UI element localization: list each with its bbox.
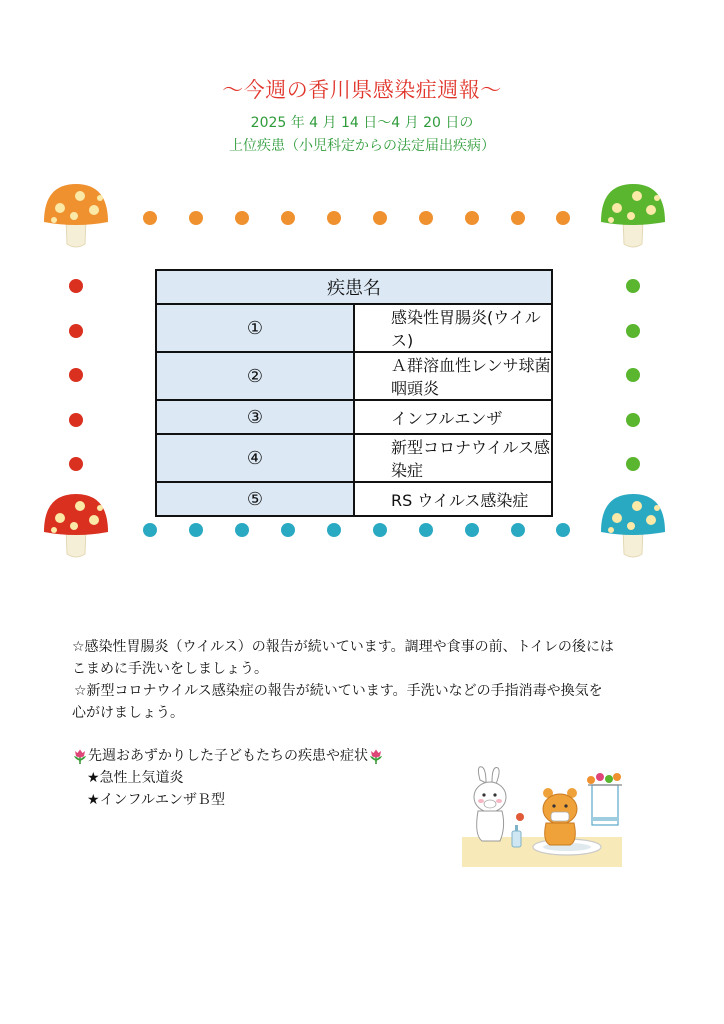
table-row [156,352,552,400]
note-line: ☆新型コロナウイルス感染症の報告が続いています。手洗いなどの手指消毒や換気を [74,683,603,699]
top-dot-row [143,211,570,225]
disease-ranking-table [155,269,553,517]
rank-cell: ③ [156,400,354,434]
orange-mushroom-icon [44,184,108,247]
table-header-row [156,270,552,304]
notes-section [72,636,672,724]
note-line: こまめに手洗いをしましょう。 [72,661,268,677]
green-mushroom-icon [601,184,665,247]
symptom-label: 急性上気道炎 [99,770,184,786]
rank-cell: ⑤ [156,482,354,516]
left-dot-column [69,279,83,471]
symptoms-heading [72,745,492,767]
table-row [156,434,552,482]
column-header-disease-name: 疾患名 [156,270,552,304]
tulip-icon [72,748,88,764]
star-bullet: ★ [87,792,100,808]
disease-name-cell: Ａ群溶血性レンサ球菌咽頭炎 [354,352,552,400]
symptom-label: インフルエンザＢ型 [99,792,226,808]
disease-name-cell: 新型コロナウイルス感染症 [354,434,552,482]
right-dot-column [626,279,640,471]
table-row [156,304,552,352]
symptoms-section [72,745,492,811]
red-mushroom-icon [44,494,108,557]
rank-cell: ④ [156,434,354,482]
table-row [156,400,552,434]
note-line: 心がけましょう。 [72,705,184,721]
rank-cell: ② [156,352,354,400]
teal-mushroom-icon [601,494,665,557]
disease-name-cell: RS ウイルス感染症 [354,482,552,516]
tulip-icon [368,748,384,764]
star-bullet: ★ [87,770,100,786]
page-title: ～今週の香川県感染症週報～ [222,78,502,102]
page-subtitle: 上位疾患（小児科定からの法定届出疾病） [229,138,495,154]
note-line: ☆感染性胃腸炎（ウイルス）の報告が続いています。調理や食事の前、トイレの後には [72,639,614,655]
list-item [87,789,492,811]
date-range: 2025 年 4 月 14 日～4 月 20 日の [250,115,474,131]
handwashing-animals-illustration [460,765,630,870]
symptoms-list [87,767,492,811]
list-item [87,767,492,789]
bottom-dot-row [143,523,570,537]
disease-name-cell: 感染性胃腸炎(ウイルス) [354,304,552,352]
rank-cell: ① [156,304,354,352]
symptoms-heading-text: 先週おあずかりした子どもたちの疾患や症状 [88,748,368,764]
disease-name-cell: インフルエンザ [354,400,552,434]
table-row [156,482,552,516]
